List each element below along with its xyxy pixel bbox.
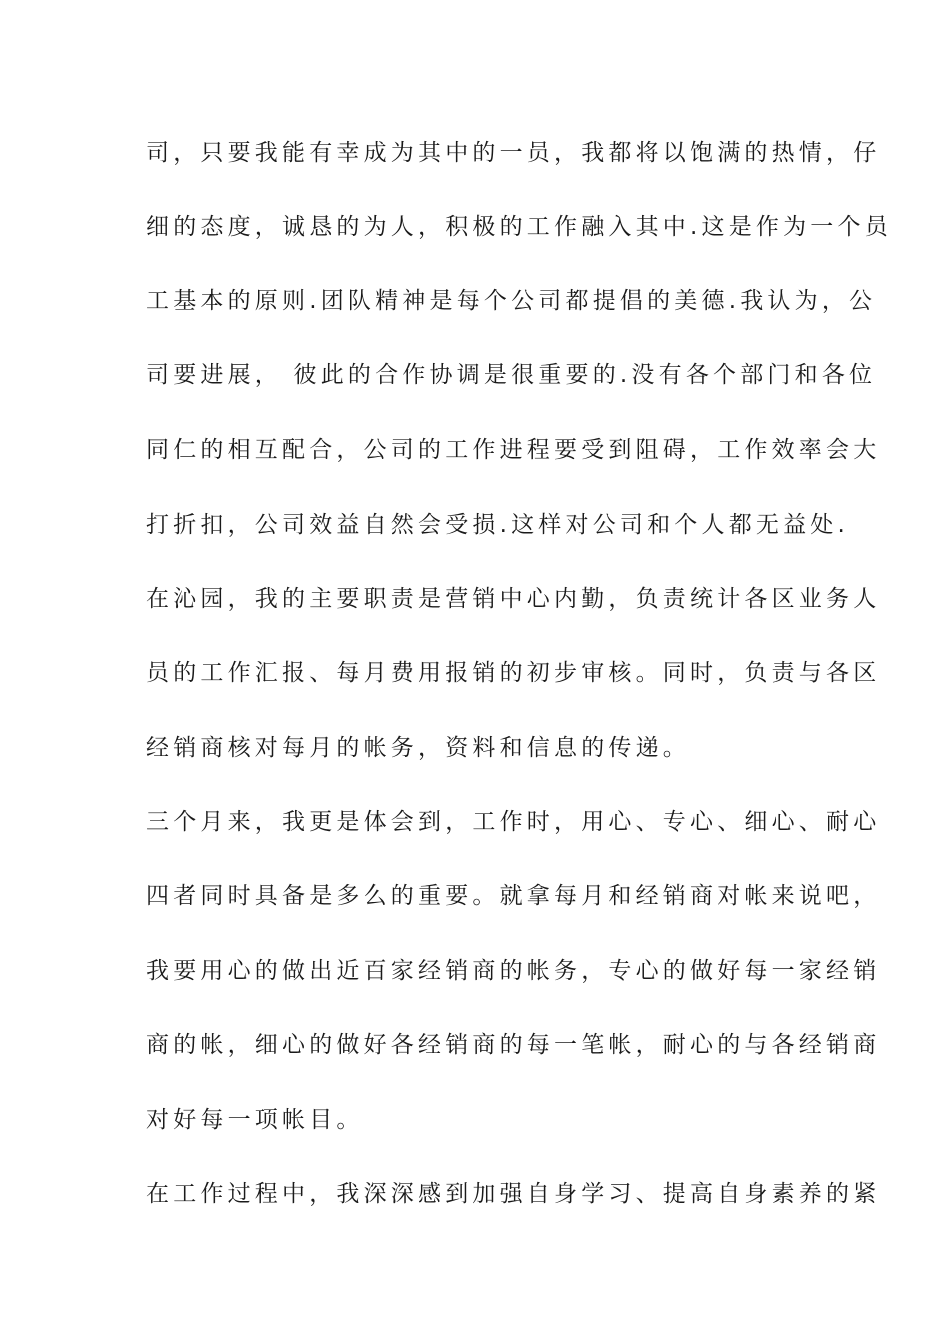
- text-line-8: 员的工作汇报、每月费用报销的初步审核。同时，负责与各区: [146, 660, 881, 686]
- text-line-7: 在沁园，我的主要职责是营销中心内勤，负责统计各区业务人: [146, 586, 881, 612]
- text-line-1: 司，只要我能有幸成为其中的一员，我都将以饱满的热情，仔: [146, 140, 881, 166]
- text-line-14: 对好每一项帐目。: [146, 1107, 364, 1133]
- text-line-4: 司要进展， 彼此的合作协调是很重要的.没有各个部门和各位: [146, 362, 877, 388]
- text-line-2: 细的态度，诚恳的为人，积极的工作融入其中.这是作为一个员: [146, 214, 892, 240]
- text-line-3: 工基本的原则.团队精神是每个公司都提倡的美德.我认为，公: [146, 288, 877, 314]
- text-line-13: 商的帐，细心的做好各经销商的每一笔帐，耐心的与各经销商: [146, 1032, 881, 1058]
- text-line-12: 我要用心的做出近百家经销商的帐务，专心的做好每一家经销: [146, 958, 881, 984]
- text-line-6: 打折扣，公司效益自然会受损.这样对公司和个人都无益处.: [146, 512, 850, 538]
- text-line-11: 四者同时具备是多么的重要。就拿每月和经销商对帐来说吧，: [146, 883, 881, 909]
- text-line-9: 经销商核对每月的帐务，资料和信息的传递。: [146, 735, 690, 761]
- text-line-5: 同仁的相互配合，公司的工作进程要受到阻碍，工作效率会大: [146, 437, 881, 463]
- text-line-10: 三个月来，我更是体会到，工作时，用心、专心、细心、耐心: [146, 809, 881, 835]
- text-line-15: 在工作过程中，我深深感到加强自身学习、提高自身素养的紧: [146, 1181, 881, 1207]
